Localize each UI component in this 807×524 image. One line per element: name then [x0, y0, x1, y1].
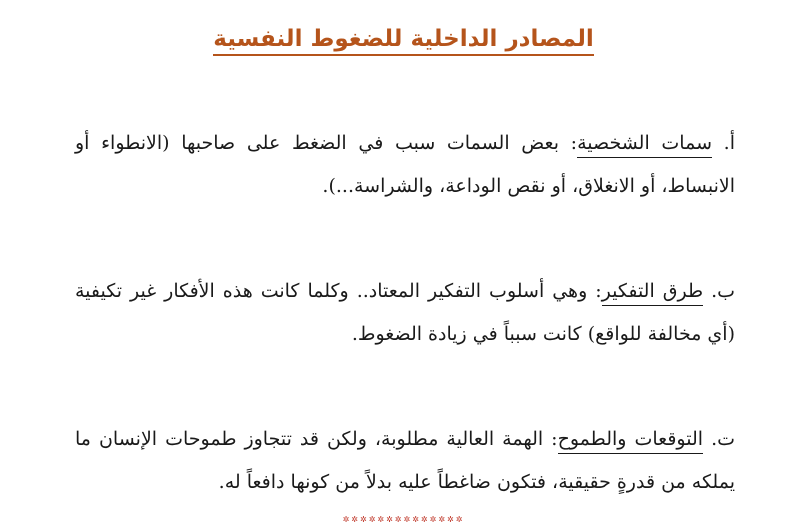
item-letter: ب.: [711, 280, 735, 302]
list-item: [75, 270, 735, 356]
item-letter: ت.: [711, 428, 735, 450]
list-item: [75, 122, 735, 208]
decorative-ornament: ✲✲✲✲✲✲✲✲✲✲✲✲✲✲: [342, 515, 465, 524]
item-text: : بعض السمات سبب في الضغط على صاحبها (الانطواء أو الانبساط، أو الانغلاق، أو نقص الوداعة، والشراسة...).: [75, 132, 735, 197]
item-term: التوقعات والطموح: [558, 428, 703, 454]
list-item: [75, 418, 735, 504]
item-text: : الهمة العالية مطلوبة، ولكن قد تتجاوز طموحات الإنسان ما يملكه من قدرةٍ حقيقية، فتكون ضاغطاً عليه بدلاً من كونها دافعاً له.: [75, 428, 735, 493]
item-text: : وهي أسلوب التفكير المعتاد.. وكلما كانت هذه الأفكار غير تكيفية (أي مخالفة للواقع) كانت سبباً في زيادة الضغوط.: [75, 280, 735, 345]
item-term: طرق التفكير: [602, 280, 703, 306]
item-term: سمات الشخصية: [577, 132, 712, 158]
page-title: [0, 22, 807, 56]
page-title-text: المصادر الداخلية للضغوط النفسية: [213, 26, 593, 56]
item-letter: أ.: [723, 132, 735, 154]
